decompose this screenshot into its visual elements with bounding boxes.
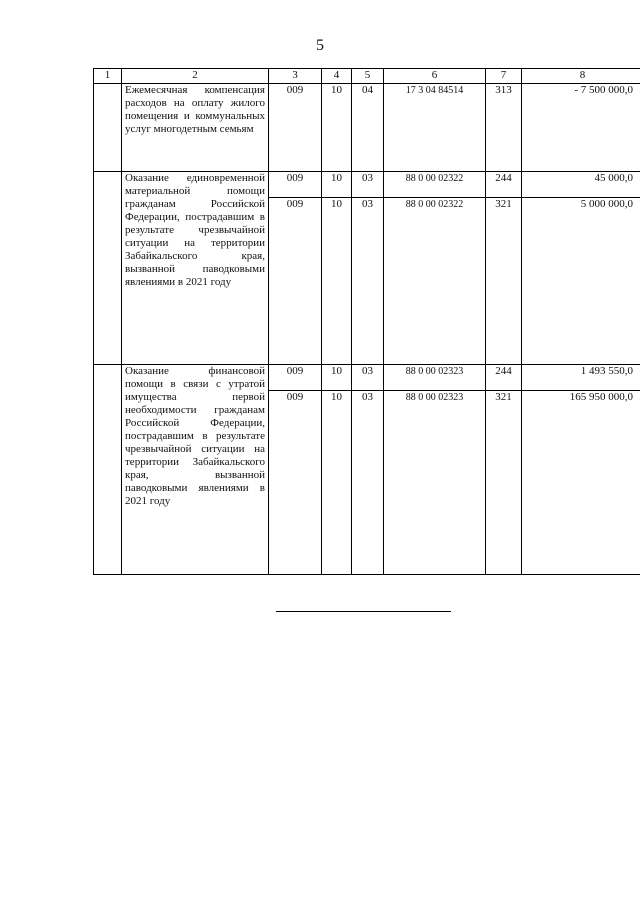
expense-description: Оказание единовременной материальной помощи гражданам Российской Федерации, пострадавшим в результате чрезвычайной ситуации на территории Забайкальского края, вызванной паводковыми явлениями в 2021 году: [122, 172, 269, 365]
subsection-code: 03: [352, 391, 384, 575]
target-article-code: 17 3 04 84514: [384, 84, 486, 172]
target-article-code: 88 0 00 02323: [384, 365, 486, 391]
table-row: [94, 365, 640, 391]
row-number-cell: [94, 365, 122, 575]
row-number-cell: [94, 84, 122, 172]
target-article-code: 88 0 00 02322: [384, 172, 486, 198]
subsection-code: 03: [352, 198, 384, 365]
ministry-code: 009: [269, 391, 322, 575]
page-number: 5: [316, 37, 324, 54]
expense-type-code: 244: [486, 365, 522, 391]
table-row: [94, 84, 640, 172]
table-row: [94, 172, 640, 198]
expense-type-code: 244: [486, 172, 522, 198]
header-col-2: 2: [122, 69, 269, 84]
amount: 5 000 000,0: [522, 198, 640, 365]
end-separator-line: [276, 611, 451, 612]
section-code: 10: [322, 365, 352, 391]
budget-table: [93, 68, 640, 575]
subsection-code: 03: [352, 365, 384, 391]
section-code: 10: [322, 172, 352, 198]
table-header-row: [94, 69, 640, 84]
header-col-4: 4: [322, 69, 352, 84]
expense-type-code: 313: [486, 84, 522, 172]
ministry-code: 009: [269, 365, 322, 391]
header-col-1: 1: [94, 69, 122, 84]
expense-type-code: 321: [486, 198, 522, 365]
amount: 45 000,0: [522, 172, 640, 198]
expense-type-code: 321: [486, 391, 522, 575]
ministry-code: 009: [269, 84, 322, 172]
expense-description: Оказание финансовой помощи в связи с утратой имущества первой необходимости гражданам Российской Федерации, пострадавшим в результате чрезвычайной ситуации на территории Забайкальского края, вызванной паводковыми явлениями в 2021 году: [122, 365, 269, 575]
target-article-code: 88 0 00 02322: [384, 198, 486, 365]
header-col-6: 6: [384, 69, 486, 84]
header-col-5: 5: [352, 69, 384, 84]
expense-description: Ежемесячная компенсация расходов на оплату жилого помещения и коммунальных услуг многодетным семьям: [122, 84, 269, 172]
subsection-code: 04: [352, 84, 384, 172]
section-code: 10: [322, 391, 352, 575]
ministry-code: 009: [269, 172, 322, 198]
ministry-code: 009: [269, 198, 322, 365]
amount: - 7 500 000,0: [522, 84, 640, 172]
header-col-7: 7: [486, 69, 522, 84]
target-article-code: 88 0 00 02323: [384, 391, 486, 575]
amount: 1 493 550,0: [522, 365, 640, 391]
amount: 165 950 000,0: [522, 391, 640, 575]
section-code: 10: [322, 84, 352, 172]
header-col-3: 3: [269, 69, 322, 84]
header-col-8: 8: [522, 69, 640, 84]
row-number-cell: [94, 172, 122, 365]
subsection-code: 03: [352, 172, 384, 198]
section-code: 10: [322, 198, 352, 365]
